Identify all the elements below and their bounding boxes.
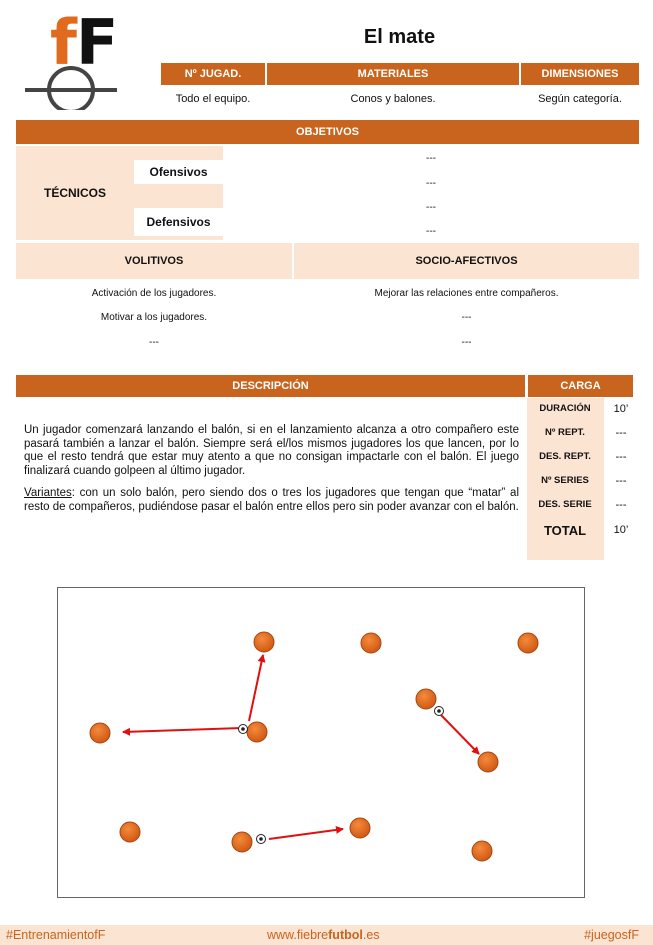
carga-row-total [527, 523, 633, 539]
carga-value: --- [615, 475, 627, 487]
socio-value: Mejorar las relaciones entre compañeros. [374, 287, 559, 299]
ofensivos-label: Ofensivos [134, 160, 223, 184]
carga-label: Nº REPT. [545, 427, 585, 438]
socio-afectivos-label: SOCIO-AFECTIVOS [294, 243, 639, 279]
ball-icon [435, 707, 444, 716]
footer-url-post: .es [362, 928, 380, 942]
player-icon [247, 722, 267, 742]
player-icon [518, 633, 538, 653]
carga-value: 10’ [613, 403, 629, 415]
value-num-jugadores: Todo el equipo. [175, 93, 251, 105]
tecnicos-label: TÉCNICOS [16, 146, 134, 240]
variantes-label: Variantes [24, 487, 72, 499]
ball-icon [257, 835, 266, 844]
player-icon [120, 822, 140, 842]
header-num-jugadores: Nº JUGAD. [161, 63, 265, 85]
carga-value: --- [615, 427, 627, 439]
header-materiales: MATERIALES [267, 63, 519, 85]
carga-total-value: 10’ [613, 524, 629, 536]
footer-url[interactable] [267, 928, 380, 942]
carga-row-des-serie [527, 499, 633, 513]
volitivo-value: Activación de los jugadores. [91, 287, 217, 299]
logo-letter-f: f [50, 6, 77, 79]
volitivo-value: --- [149, 336, 159, 348]
footer-url-bold: futbol [328, 928, 363, 942]
carga-value: --- [615, 499, 627, 511]
player-icon [416, 689, 436, 709]
carga-header: CARGA [528, 375, 633, 397]
value-dimensiones: Según categoría. [538, 93, 622, 105]
carga-row-des-rept [527, 451, 633, 465]
footer [0, 925, 653, 945]
tecnico-value: --- [426, 201, 436, 213]
socio-value: --- [461, 311, 472, 323]
player-icon [361, 633, 381, 653]
logo-letter-F: F [76, 6, 119, 79]
carga-label: Nº SERIES [541, 475, 589, 486]
carga-row-num-series [527, 475, 633, 489]
carga-value: --- [615, 451, 627, 463]
footer-url-pre: www.fiebre [267, 928, 329, 942]
carga-total-label: TOTAL [543, 523, 587, 538]
carga-row-num-rept [527, 427, 633, 441]
volitivos-label: VOLITIVOS [16, 243, 292, 279]
tecnicos-values [223, 146, 639, 240]
variantes-text: : con un solo balón, pero siendo dos o tres los jugadores que tengan que “matar” al resto de compañeros, pudiéndose pasar el balón entre ellos pero sin poder avanzar con el balón. [24, 487, 519, 513]
objetivos-header: OBJETIVOS [16, 120, 639, 144]
header-dimensiones: DIMENSIONES [521, 63, 639, 85]
carga-row-duracion [527, 403, 633, 417]
footer-hashtag-right: #juegosfF [584, 928, 639, 942]
player-icon [478, 752, 498, 772]
descripcion-text: Un jugador comenzará lanzando el balón, si en el lanzamiento alcanza a otro compañero este pasará también a lanzar el balón. Siempre será el/los mismos jugadores los que lancen, por lo que el resto tendrá que estar muy atento a que no consigan impactarle con el balón. El juego finalizará cuando golpeen al último jugador. [24, 424, 519, 477]
variantes-paragraph [24, 487, 519, 514]
player-icon [254, 632, 274, 652]
player-icon [90, 723, 110, 743]
descripcion-header: DESCRIPCIÓN [16, 375, 525, 397]
player-icon [350, 818, 370, 838]
value-materiales: Conos y balones. [350, 93, 436, 105]
tecnico-value: --- [426, 152, 436, 164]
field-diagram [57, 587, 585, 898]
tecnico-value: --- [426, 177, 436, 189]
socio-value: --- [461, 336, 472, 348]
carga-label: DURACIÓN [539, 403, 591, 414]
logo [22, 6, 122, 110]
carga-label: DES. SERIE [538, 499, 592, 510]
footer-hashtag-left: #EntrenamientofF [6, 928, 106, 942]
descripcion-body [24, 424, 519, 514]
tecnico-value: --- [426, 225, 436, 237]
player-icon [472, 841, 492, 861]
player-icon [232, 832, 252, 852]
volitivo-value: Motivar a los jugadores. [100, 311, 208, 323]
field-border [58, 588, 585, 898]
page-title: El mate [363, 26, 436, 48]
ball-icon [239, 725, 248, 734]
carga-label: DES. REPT. [539, 451, 591, 462]
defensivos-label: Defensivos [134, 208, 223, 236]
